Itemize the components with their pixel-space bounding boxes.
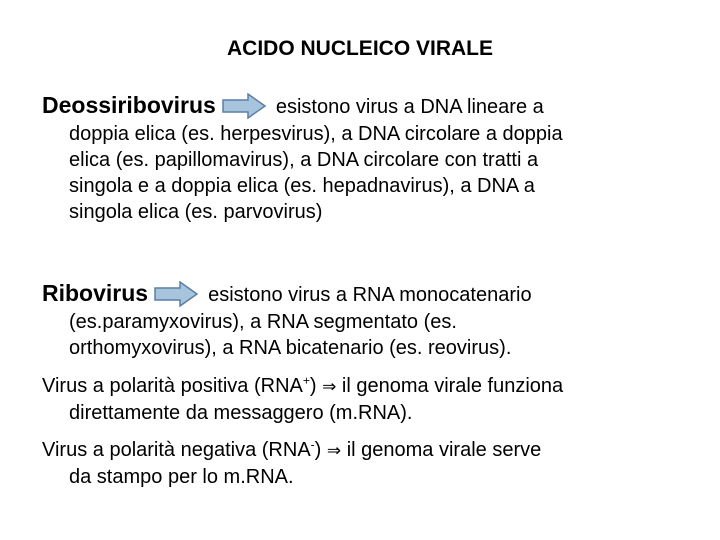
- negative-polarity-line-1: [42, 437, 692, 464]
- ribovirus-term: Ribovirus: [42, 280, 149, 306]
- deossiribovirus-line-4: singola elica (es. parvovirus): [69, 200, 323, 223]
- positive-prefix: Virus a polarità positiva (RNA: [42, 375, 303, 397]
- negative-rest: il genoma virale serve: [346, 439, 542, 461]
- positive-polarity-line-2: direttamente da messaggero (m.RNA).: [69, 402, 413, 424]
- positive-rest: il genoma virale funziona: [341, 375, 564, 397]
- deossiribovirus-term: Deossiribovirus: [42, 92, 216, 118]
- deossiribovirus-line-2: elica (es. papillomavirus), a DNA circolare con tratti a: [69, 148, 539, 171]
- implies-icon: ⇒: [326, 441, 342, 461]
- positive-close: ): [309, 375, 317, 397]
- positive-polarity-paragraph: [42, 373, 692, 426]
- negative-close: ): [314, 439, 322, 461]
- positive-polarity-line-1: [42, 373, 692, 400]
- ribovirus-first-line: [42, 280, 692, 309]
- deossiribovirus-paragraph: [42, 92, 692, 225]
- negative-polarity-paragraph: [42, 437, 692, 490]
- deossiribovirus-line-3: singola e a doppia elica (es. hepadnavirus), a DNA a: [69, 174, 535, 197]
- negative-prefix: Virus a polarità negativa (RNA: [42, 439, 311, 461]
- ribovirus-line-2: orthomyxovirus), a RNA bicatenario (es. reovirus).: [69, 336, 512, 359]
- positive-sign: +: [302, 373, 310, 388]
- negative-polarity-line-2: da stampo per lo m.RNA.: [69, 466, 294, 488]
- right-arrow-icon: [222, 93, 266, 119]
- negative-sign: -: [310, 437, 315, 452]
- right-arrow-icon: [154, 281, 198, 307]
- deossiribovirus-line-1: doppia elica (es. herpesvirus), a DNA circolare a doppia: [69, 122, 563, 145]
- ribovirus-paragraph: [42, 280, 692, 361]
- ribovirus-line-1: (es.paramyxovirus), a RNA segmentato (es.: [69, 310, 457, 333]
- deossiribovirus-first-line: [42, 92, 692, 121]
- page-title: ACIDO NUCLEICO VIRALE: [226, 37, 493, 60]
- ribovirus-intro: esistono virus a RNA monocatenario: [208, 284, 532, 306]
- deossiribovirus-intro: esistono virus a DNA lineare a: [275, 96, 544, 118]
- implies-icon: ⇒: [322, 377, 337, 397]
